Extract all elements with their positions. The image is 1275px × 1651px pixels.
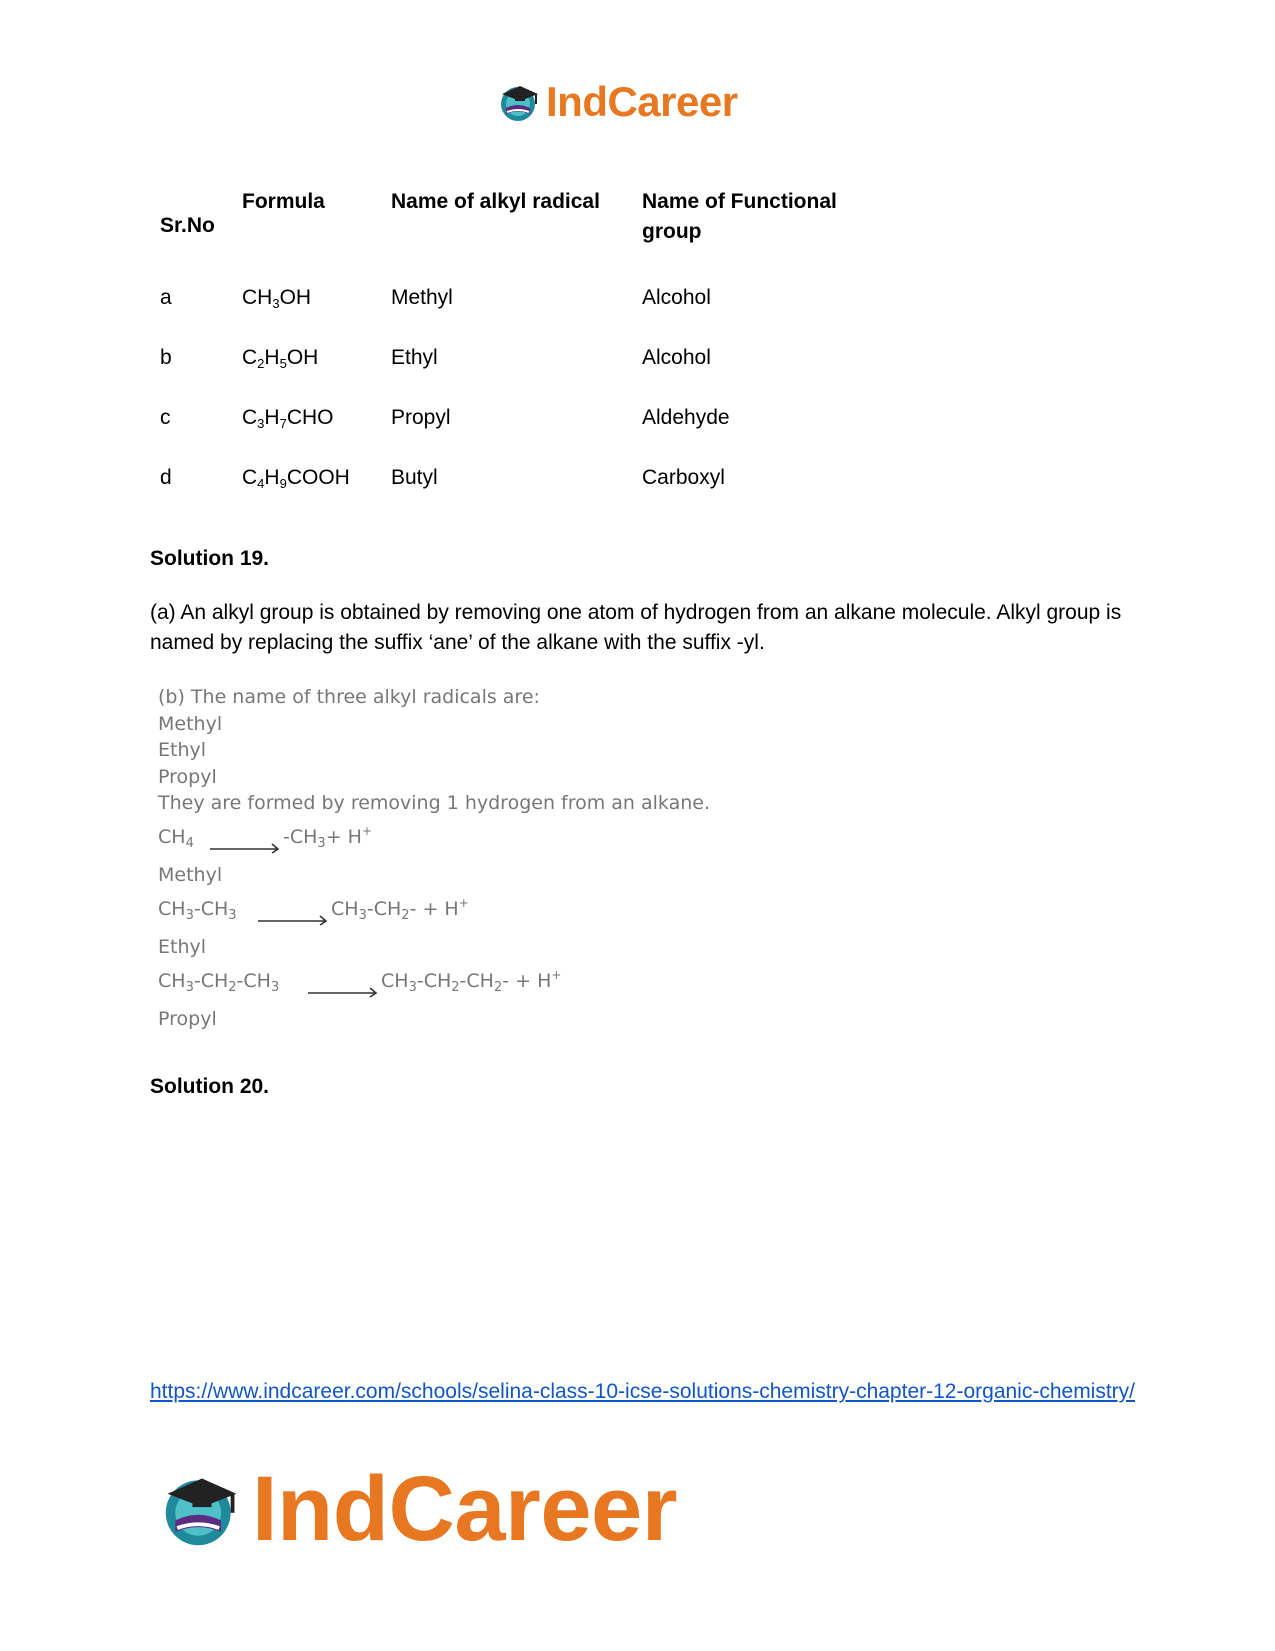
chem-part: -CH (416, 970, 452, 992)
chem-subscript: 2 (493, 980, 503, 995)
solution-19-title: Solution 19. (150, 547, 270, 570)
header-functional-group: Name of Functional (642, 190, 837, 213)
formula-part: CHO (286, 406, 334, 429)
chem-part: CH (331, 898, 359, 920)
reaction-label: Propyl (158, 1008, 217, 1030)
solution-19-part-a: (a) An alkyl group is obtained by removing one atom of hydrogen from an alkane molecule. Alkyl group is named by replacing the suffix ‘ane’ of the alkane with the suffix -yl. (150, 601, 1122, 654)
chem-subscript: 4 (185, 836, 194, 851)
chem-part: -CH (459, 970, 494, 992)
chem-subscript: 2 (401, 908, 410, 923)
header-alkyl-radical: Name of alkyl radical (391, 190, 600, 213)
row-alkyl-radical: Ethyl (391, 346, 438, 369)
chem-subscript: 3 (185, 908, 194, 923)
chem-part: -CH (193, 898, 229, 920)
radical-name-ethyl: Ethyl (158, 739, 207, 761)
row-sr-no: b (160, 346, 172, 369)
formula-part: OH (286, 346, 319, 369)
source-link[interactable]: https://www.indcareer.com/schools/selina-class-10-icse-solutions-chemistry-chapter-12-organic-chemistry/ (150, 1380, 1136, 1403)
formula-subscript: 3 (257, 416, 265, 431)
chem-part: - + H (409, 898, 459, 920)
logo-text: IndCareer (546, 78, 738, 125)
chem-part: CH (158, 970, 186, 992)
chem-part: CH (381, 970, 409, 992)
row-functional-group: Alcohol (642, 286, 711, 309)
reaction-arrow-icon (256, 912, 330, 926)
chem-part: -CH (193, 970, 229, 992)
graduation-cap-icon (160, 1469, 244, 1549)
reaction-label: Methyl (158, 864, 223, 886)
chem-part: -CH (236, 970, 271, 992)
part-b-intro: (b) The name of three alkyl radicals are: (158, 686, 540, 708)
reaction-product (381, 968, 561, 995)
alkyl-radicals-table (0, 0, 1275, 520)
formula-subscript: 2 (257, 356, 265, 371)
chem-subscript: 2 (228, 980, 237, 995)
row-alkyl-radical: Methyl (391, 286, 453, 309)
row-formula (242, 466, 350, 491)
reaction-reactant (158, 898, 237, 923)
formula-part: H (264, 406, 280, 429)
chem-subscript: 3 (408, 980, 417, 995)
formed-statement: They are formed by removing 1 hydrogen from an alkane. (158, 792, 711, 814)
row-functional-group: Aldehyde (642, 406, 730, 429)
reaction-label: Ethyl (158, 936, 207, 958)
reaction-reactant (158, 826, 194, 851)
chem-subscript: 3 (228, 908, 237, 923)
logo-text: IndCareer (252, 1458, 677, 1560)
row-sr-no: c (160, 406, 171, 429)
charge-superscript: + (551, 968, 562, 982)
row-sr-no: a (160, 286, 172, 309)
row-functional-group: Alcohol (642, 346, 711, 369)
chem-part: - + H (502, 970, 552, 992)
chem-subscript: 3 (317, 836, 326, 851)
reaction-reactant (158, 970, 279, 995)
formula-subscript: 4 (257, 476, 265, 491)
row-alkyl-radical: Propyl (391, 406, 451, 429)
row-functional-group: Carboxyl (642, 466, 725, 489)
chem-subscript: 3 (270, 980, 280, 995)
formula-part: H (264, 466, 280, 489)
chem-part: + H (325, 826, 362, 848)
row-alkyl-radical: Butyl (391, 466, 438, 489)
header-functional-group-line2: group (642, 220, 702, 243)
chem-part: -CH (366, 898, 402, 920)
formula-part: H (264, 346, 280, 369)
formula-subscript: 5 (279, 356, 287, 371)
header-sr-no: Sr.No (160, 214, 215, 237)
reaction-arrow-icon (306, 984, 380, 998)
formula-part: COOH (286, 466, 350, 489)
chem-part: -CH (283, 826, 318, 848)
formula-part: C (242, 466, 258, 489)
solution-20-title: Solution 20. (150, 1075, 270, 1098)
chem-part: CH (158, 898, 186, 920)
formula-part: C (242, 406, 258, 429)
chem-subscript: 3 (358, 908, 367, 923)
formula-part: C (242, 346, 258, 369)
solution-19-part-b (158, 686, 798, 1036)
row-formula (242, 346, 318, 371)
row-formula (242, 286, 311, 311)
footer-logo (160, 1458, 677, 1560)
reaction-product (283, 824, 372, 851)
formula-subscript: 3 (272, 296, 280, 311)
radical-name-propyl: Propyl (158, 766, 217, 788)
formula-subscript: 9 (279, 476, 287, 491)
formula-part: CH (242, 286, 273, 309)
radical-name-methyl: Methyl (158, 713, 223, 735)
row-sr-no: d (160, 466, 172, 489)
charge-superscript: + (361, 824, 373, 838)
chem-part: CH (158, 826, 186, 848)
formula-subscript: 7 (279, 416, 287, 431)
formula-part: OH (279, 286, 312, 309)
chem-subscript: 3 (185, 980, 194, 995)
header-formula: Formula (242, 190, 325, 213)
reaction-product (331, 896, 469, 923)
reaction-arrow-icon (208, 840, 282, 854)
row-formula (242, 406, 333, 431)
chem-subscript: 2 (451, 980, 460, 995)
charge-superscript: + (458, 896, 469, 910)
